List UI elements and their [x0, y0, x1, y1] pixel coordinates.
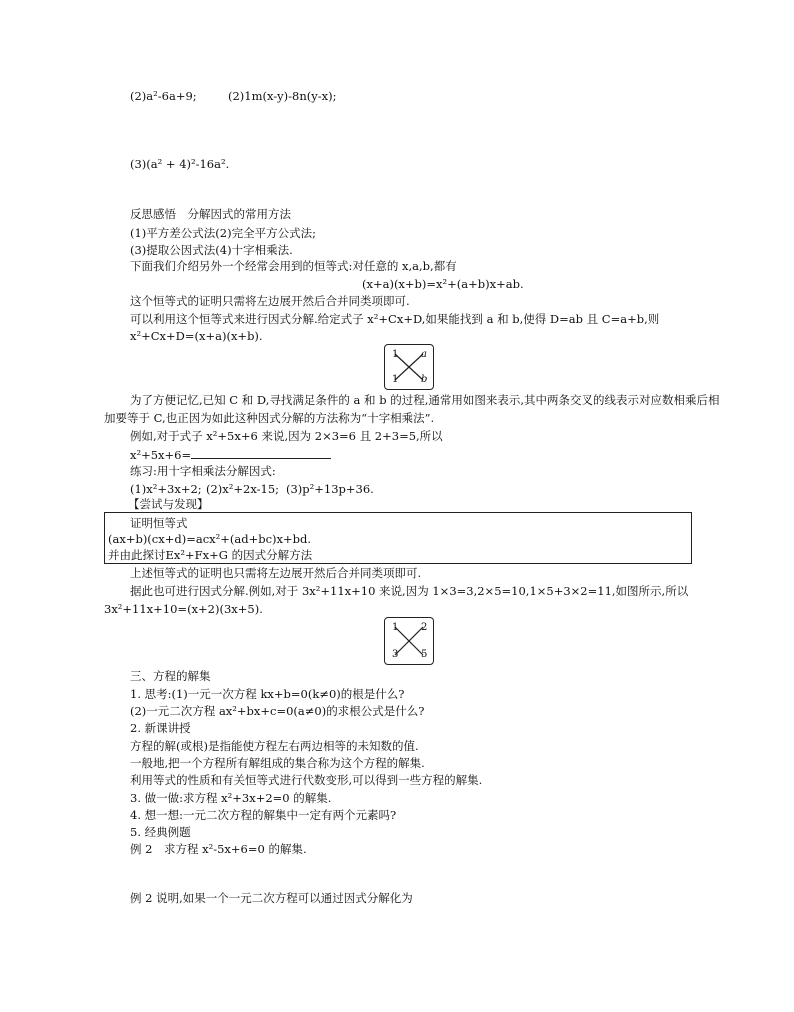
- identity-intro: 下面我们介绍另外一个经常会用到的恒等式:对任意的 x,a,b,都有: [130, 259, 457, 273]
- cross2-bottom-left: 3: [392, 649, 399, 660]
- try-discover-heading: 【尝试与发现】: [128, 497, 209, 511]
- explain-line-2: 加要等于 C,也正因为如此这种因式分解的方法称为“十字相乘法”.: [104, 411, 435, 425]
- apply-text: 可以利用这个恒等式来进行因式分解.给定式子 x²+Cx+D,如果能找到 a 和 b,使得 D=ab 且 C=a+b,则: [130, 312, 660, 326]
- after-line-1: 上述恒等式的证明也只需将左边展开然后合并同类项即可.: [130, 566, 422, 580]
- practice-3: (3)p²+13p+36.: [286, 482, 374, 496]
- practice-1: (1)x²+3x+2;: [130, 482, 202, 496]
- result-formula: x²+Cx+D=(x+a)(x+b).: [130, 329, 263, 343]
- lesson-text-2: 一般地,把一个方程所有解组成的集合称为这个方程的解集.: [130, 756, 425, 770]
- think-question: 4. 想一想:一元二次方程的解集中一定有两个元素吗?: [130, 808, 397, 822]
- question-1b: (2)一元二次方程 ax²+bx+c=0(a≠0)的求根公式是什么?: [130, 704, 425, 718]
- proof-note: 这个恒等式的证明只需将左边展开然后合并同类项即可.: [130, 294, 410, 308]
- after-line-2: 据此也可进行因式分解.例如,对于 3x²+11x+10 来说,因为 1×3=3,2×5=10,1×5+3×2=11,如图所示,所以: [130, 584, 689, 598]
- cross1-bottom-left: 1: [392, 374, 399, 385]
- example-answer: [130, 447, 331, 463]
- new-lesson-heading: 2. 新课讲授: [130, 721, 191, 735]
- identity-formula: (x+a)(x+b)=x²+(a+b)x+ab.: [362, 277, 524, 291]
- method-line-1: (1)平方差公式法(2)完全平方公式法;: [130, 226, 316, 240]
- explain-line-1: 为了方便记忆,已知 C 和 D,寻找满足条件的 a 和 b 的过程,通常用如图来表示,其中两条交叉的线表示对应数相乘后相: [130, 393, 720, 407]
- try-line-1: 证明恒等式: [130, 516, 188, 530]
- try-line-3: 并由此探讨Ex²+Fx+G 的因式分解方法: [108, 548, 313, 562]
- exercise-3: (3)(a² + 4)²-16a².: [130, 157, 230, 171]
- cross2-top-left: 1: [392, 622, 399, 633]
- cross1-top-right: a: [421, 349, 427, 360]
- try-line-2: (ax+b)(cx+d)=acx²+(ad+bc)x+bd.: [108, 532, 312, 546]
- cross-diagram-2: [384, 617, 434, 665]
- cross2-bottom-right: 5: [421, 649, 428, 660]
- cross-diagram-1: [384, 344, 434, 390]
- example-answer-label: x²+5x+6=: [130, 448, 192, 462]
- cross1-top-left: 1: [392, 349, 399, 360]
- answer-blank[interactable]: [191, 447, 331, 459]
- practice-2: (2)x²+2x-15;: [206, 482, 280, 496]
- question-1: 1. 思考:(1)一元一次方程 kx+b=0(k≠0)的根是什么?: [130, 687, 405, 701]
- exercise-2a: (2)a²-6a+9;: [130, 89, 197, 103]
- after-line-3: 3x²+11x+10=(x+2)(3x+5).: [104, 602, 263, 616]
- cross2-top-right: 2: [421, 622, 428, 633]
- method-line-2: (3)提取公因式法(4)十字相乘法.: [130, 243, 293, 257]
- lesson-text-3: 利用等式的性质和有关恒等式进行代数变形,可以得到一些方程的解集.: [130, 773, 483, 787]
- example-2: 例 2 求方程 x²-5x+6=0 的解集.: [130, 842, 307, 856]
- reflection-heading: 反思感悟 分解因式的常用方法: [130, 207, 291, 221]
- example-text: 例如,对于式子 x²+5x+6 来说,因为 2×3=6 且 2+3=5,所以: [130, 429, 443, 443]
- section-3-heading: 三、方程的解集: [130, 669, 211, 683]
- classic-examples-heading: 5. 经典例题: [130, 825, 191, 839]
- lesson-text-1: 方程的解(或根)是指能使方程左右两边相等的未知数的值.: [130, 739, 419, 753]
- practice-heading: 练习:用十字相乘法分解因式:: [130, 464, 276, 478]
- cross1-bottom-right: b: [421, 374, 428, 385]
- do-it-question: 3. 做一做:求方程 x²+3x+2=0 的解集.: [130, 791, 332, 805]
- example-2-note: 例 2 说明,如果一个一元二次方程可以通过因式分解化为: [130, 891, 413, 905]
- exercise-2b: (2)1m(x-y)-8n(y-x);: [228, 89, 337, 103]
